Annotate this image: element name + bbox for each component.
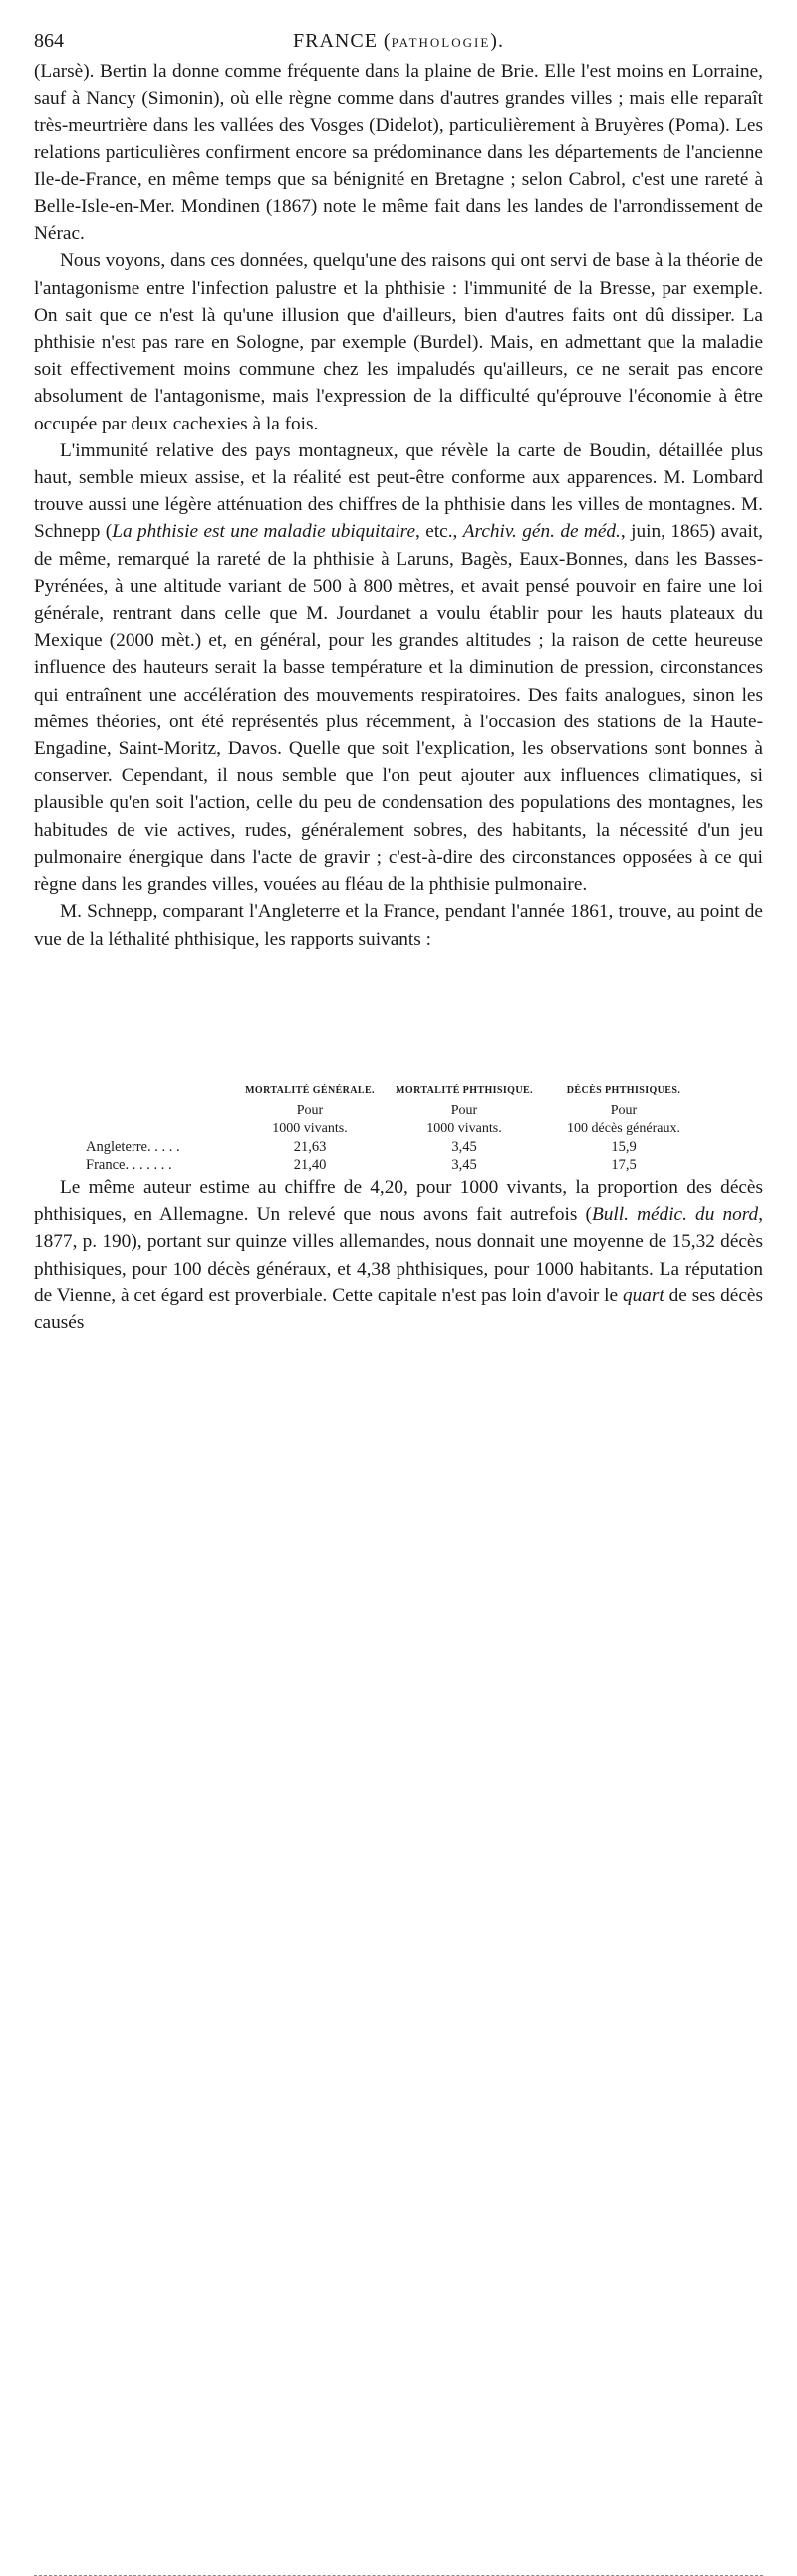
table-row <box>86 1138 703 1156</box>
table-cell: 3,45 <box>451 1139 477 1155</box>
running-title <box>34 30 763 53</box>
table-row <box>86 1156 703 1174</box>
paragraph-3-italic-1: La phthisie est une maladie ubiquitaire <box>112 521 416 543</box>
paragraph-3-text-a: L'immunité relative des pays montagneux, que révèle la carte de Boudin, détaillée plus haut, semble mieux assise, et la réalité est peut-être conforme aux apparences. M. Lombard trouve aussi une légère atténuation des chiffres de la phthisie dans les villes de montagnes. M. Schnepp ( <box>34 439 763 543</box>
table-row-label: Angleterre. . . . . <box>86 1139 180 1155</box>
running-header <box>34 26 763 58</box>
table-header-2: MORTALITÉ PHTHISIQUE. <box>396 1085 533 1096</box>
paragraph-5-text-b: , 1877, p. 190), portant sur quinze villes allemandes, nous donnait une moyenne de 15,32 décès phthisiques, pour 100 décès généraux, et 4,38 phthisiques, pour 1000 habitants. La réputation de Vienne, à cet égard est proverbiale. Cette capitale n'est pas loin d'avoir le <box>34 1204 764 1306</box>
table-sub-unit-3: 100 décès généraux. <box>567 1121 680 1136</box>
table-sub-unit-2: 1000 vivants. <box>426 1121 502 1136</box>
paragraph-3-text-b: , etc., <box>415 521 463 543</box>
paragraph-4: M. Schnepp, comparant l'Angleterre et la France, pendant l'année 1861, trouve, au point de vue de la léthalité phthisique, les rapports suivants : <box>34 901 763 950</box>
paragraph-1: (Larsè). Bertin la donne comme fréquente dans la plaine de Brie. Elle l'est moins en Lorraine, sauf à Nancy (Simonin), où elle règne comme dans d'autres grandes villes ; mais elle reparaît très-meurtrière dans les vallées des Vosges (Didelot), particulièrement à Bruyères (Poma). Les relations particulières confirment encore sa prédominance dans les départements de l'ancienne Ile-de-France, en même temps que sa bénignité en Bretagne ; selon Cabrol, c'est une rareté à Belle-Isle-en-Mer. Mondinen (1867) note le même fait dans les landes de l'arrondissement de Nérac. <box>34 61 763 245</box>
table-cell: 21,40 <box>293 1157 327 1173</box>
paragraph-3-italic-2: Archiv. gén. de méd. <box>462 521 621 543</box>
table-sub-pour-2: Pour <box>450 1103 478 1118</box>
paragraph-5 <box>34 1174 763 1336</box>
table-row-label: France. . . . . . . <box>86 1157 172 1173</box>
table-sub-pour-3: Pour <box>610 1103 638 1118</box>
paragraph-2: Nous voyons, dans ces données, quelqu'une des raisons qui ont servi de base à la théorie de l'antagonisme entre l'infection palustre et la phthisie : l'immunité de la Bresse, par exemple. On sait que ce n'est là qu'une illusion que d'ailleurs, bien d'autres faits ont dû dissiper. La phthisie n'est pas rare en Sologne, par exemple (Burdel). Mais, en admettant que la maladie soit effectivement moins commune chez les impaludés qu'ailleurs, ce ne serait pas encore absolument de l'antagonisme, mais l'expression de la difficulté qu'éprouve l'économie à être occupée par deux cachexies à la fois. <box>34 250 763 434</box>
paragraph-5-text-a: Le même auteur estime au chiffre de 4,20, pour 1000 vivants, la proportion des décès phthisiques, en Allemagne. Un relevé que nous avons fait autrefois ( <box>34 1177 763 1226</box>
table-sub-pour-1: Pour <box>296 1103 324 1118</box>
running-title-main: FRANCE ( <box>293 30 392 52</box>
table-sub-unit-1: 1000 vivants. <box>272 1121 348 1136</box>
paragraph-5-italic-1: Bull. médic. du nord <box>591 1204 759 1226</box>
paragraph-5-italic-2: quart <box>622 1285 664 1306</box>
page <box>34 26 763 953</box>
mortality-table <box>86 1082 703 1174</box>
table-cell: 15,9 <box>611 1139 637 1155</box>
paragraph-5-text-c: de ses décès causés <box>34 1285 763 1334</box>
paragraph-3 <box>34 437 763 898</box>
table-header-3: DÉCÈS PHTHISIQUES. <box>566 1085 681 1096</box>
table-cell: 17,5 <box>611 1157 637 1173</box>
paragraph-3-text-c: , juin, 1865) avait, de même, remarqué la rareté de la phthisie à Laruns, Bagès, Eaux-Bonnes, dans les Basses-Pyrénées, à une altitude variant de 500 à 800 mètres, et avait pensé pouvoir en faire une loi générale, rentrant dans celle que M. Jourdanet a voulu établir pour les hauts plateaux du Mexique (2000 mèt.) et, en général, pour les grandes altitudes ; la raison de cette heureuse influence des hauteurs serait la basse température et la diminution de pression, circonstances qui entraînent une accélération des mouvements respiratoires. Des faits analogues, sinon les mêmes théories, ont été représentés plus récemment, à l'occasion des stations de la Haute-Engadine, Saint-Moritz, Davos. Quelle que soit l'explication, les observations sont bonnes à conserver. Cependant, il nous semble que l'on peut ajouter aux influences climatiques, si plausible qu'en soit l'action, celle du peu de condensation des populations des montagnes, les habitudes de vie actives, rudes, généralement sobres, des habitants, la nécessité d'un jeu pulmonaire énergique dans l'acte de gravir ; c'est-à-dire des circonstances opposées à ce qui règne dans les grandes villes, vouées au fléau de la phthisie pulmonaire. <box>34 521 763 896</box>
table-cell: 21,63 <box>293 1139 327 1155</box>
table-header-1: MORTALITÉ GÉNÉRALE. <box>245 1085 375 1096</box>
running-title-small: PATHOLOGIE <box>391 35 491 50</box>
table-cell: 3,45 <box>451 1157 477 1173</box>
page-number: 864 <box>34 30 64 52</box>
lower-text <box>34 1174 763 1336</box>
running-title-end: ). <box>490 30 504 52</box>
